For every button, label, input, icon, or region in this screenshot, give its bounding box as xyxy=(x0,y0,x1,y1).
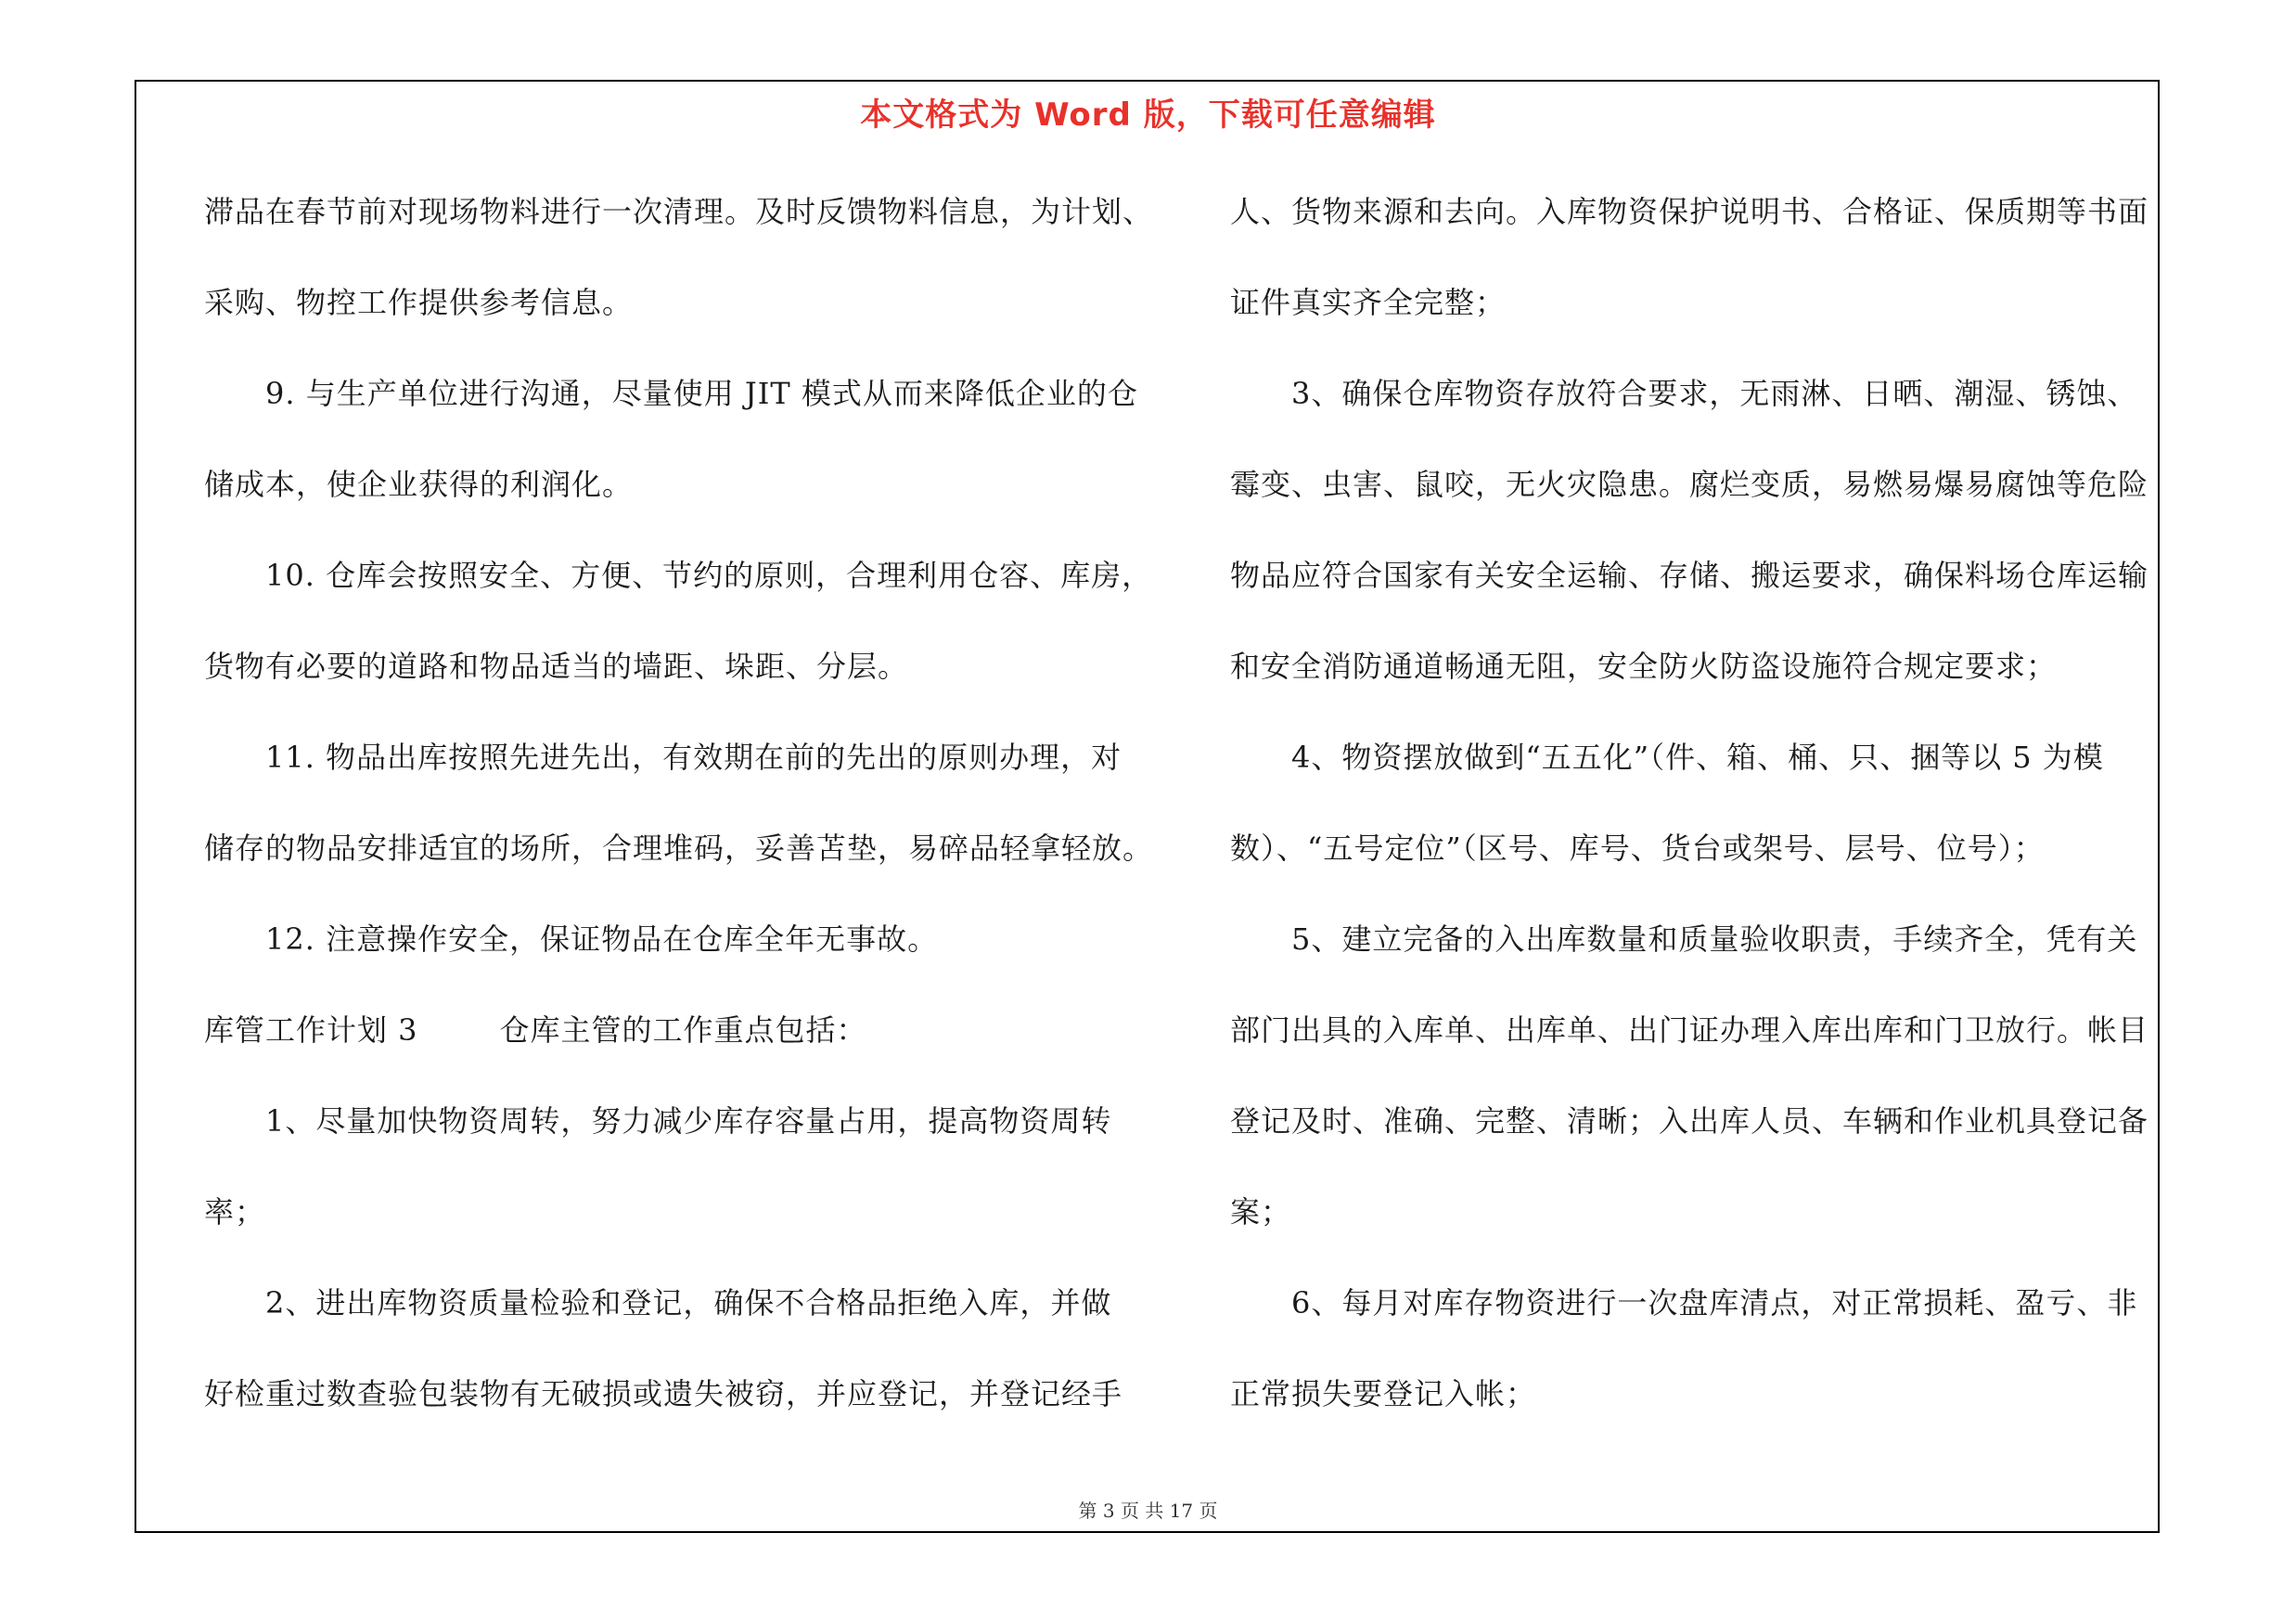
paragraph-line: 储存的物品安排适宜的场所，合理堆码，妥善苫垫，易碎品轻拿轻放。 xyxy=(204,831,1154,866)
paragraph-line: 物品应符合国家有关安全运输、存储、搬运要求，确保料场仓库运输 xyxy=(1230,558,2149,593)
paragraph-line: 5、建立完备的入出库数量和质量验收职责，手续齐全，凭有关 xyxy=(1291,921,2138,957)
paragraph-line: 人、货物来源和去向。入库物资保护说明书、合格证、保质期等书面 xyxy=(1230,194,2149,229)
paragraph-line: 货物有必要的道路和物品适当的墙距、垛距、分层。 xyxy=(204,649,909,684)
editable-notice-banner: 本文格式为 Word 版，下载可任意编辑 xyxy=(860,97,1436,134)
paragraph-line: 采购、物控工作提供参考信息。 xyxy=(204,285,634,320)
paragraph-line: 霉变、虫害、鼠咬，无火灾隐患。腐烂变质，易燃易爆易腐蚀等危险 xyxy=(1230,467,2149,502)
paragraph-line: 2、进出库物资质量检验和登记，确保不合格品拒绝入库，并做 xyxy=(265,1285,1112,1320)
paragraph-line: 率； xyxy=(204,1194,266,1230)
paragraph-line: 案； xyxy=(1230,1194,1292,1230)
paragraph-line: 数）、“五号定位”（区号、库号、货台或架号、层号、位号）； xyxy=(1230,831,2045,866)
paragraph-line: 4、物资摆放做到“五五化”（件、箱、桶、只、捆等以 5 为模 xyxy=(1291,740,2104,775)
paragraph-line: 1、尽量加快物资周转，努力减少库存容量占用，提高物资周转 xyxy=(265,1103,1112,1139)
page-number-footer: 第 3 页 共 17 页 xyxy=(1078,1500,1218,1522)
left-column xyxy=(204,182,1154,1455)
paragraph-line: 12. 注意操作安全，保证物品在仓库全年无事故。 xyxy=(265,921,939,957)
section-heading xyxy=(204,1000,1132,1091)
paragraph-line: 6、每月对库存物资进行一次盘库清点，对正常损耗、盈亏、非 xyxy=(1291,1285,2138,1320)
paragraph-line: 正常损失要登记入帐； xyxy=(1230,1376,1537,1411)
paragraph-line: 储成本，使企业获得的利润化。 xyxy=(204,467,634,502)
section-subtitle: 仓库主管的工作重点包括： xyxy=(499,1012,867,1048)
paragraph-line: 11. 物品出库按照先进先出，有效期在前的先出的原则办理，对 xyxy=(265,740,1122,775)
section-title: 库管工作计划 3 xyxy=(204,1012,418,1048)
paragraph-line: 和安全消防通道畅通无阻，安全防火防盗设施符合规定要求； xyxy=(1230,649,2058,684)
paragraph-line: 登记及时、准确、完整、清晰；入出库人员、车辆和作业机具登记备 xyxy=(1230,1103,2149,1139)
paragraph-line: 好检重过数查验包装物有无破损或遗失被窃，并应登记，并登记经手 xyxy=(204,1376,1123,1411)
paragraph-line: 9. 与生产单位进行沟通，尽量使用 JIT 模式从而来降低企业的仓 xyxy=(265,376,1138,411)
right-column xyxy=(1230,182,2158,1455)
paragraph-line: 部门出具的入库单、出库单、出门证办理入库出库和门卫放行。帐目 xyxy=(1230,1012,2149,1048)
paragraph-line: 证件真实齐全完整； xyxy=(1230,285,1507,320)
paragraph-line: 10. 仓库会按照安全、方便、节约的原则，合理利用仓容、库房， xyxy=(265,558,1153,593)
paragraph-line: 3、确保仓库物资存放符合要求，无雨淋、日晒、潮湿、锈蚀、 xyxy=(1291,376,2138,411)
paragraph-line: 滞品在春节前对现场物料进行一次清理。及时反馈物料信息，为计划、 xyxy=(204,194,1154,229)
